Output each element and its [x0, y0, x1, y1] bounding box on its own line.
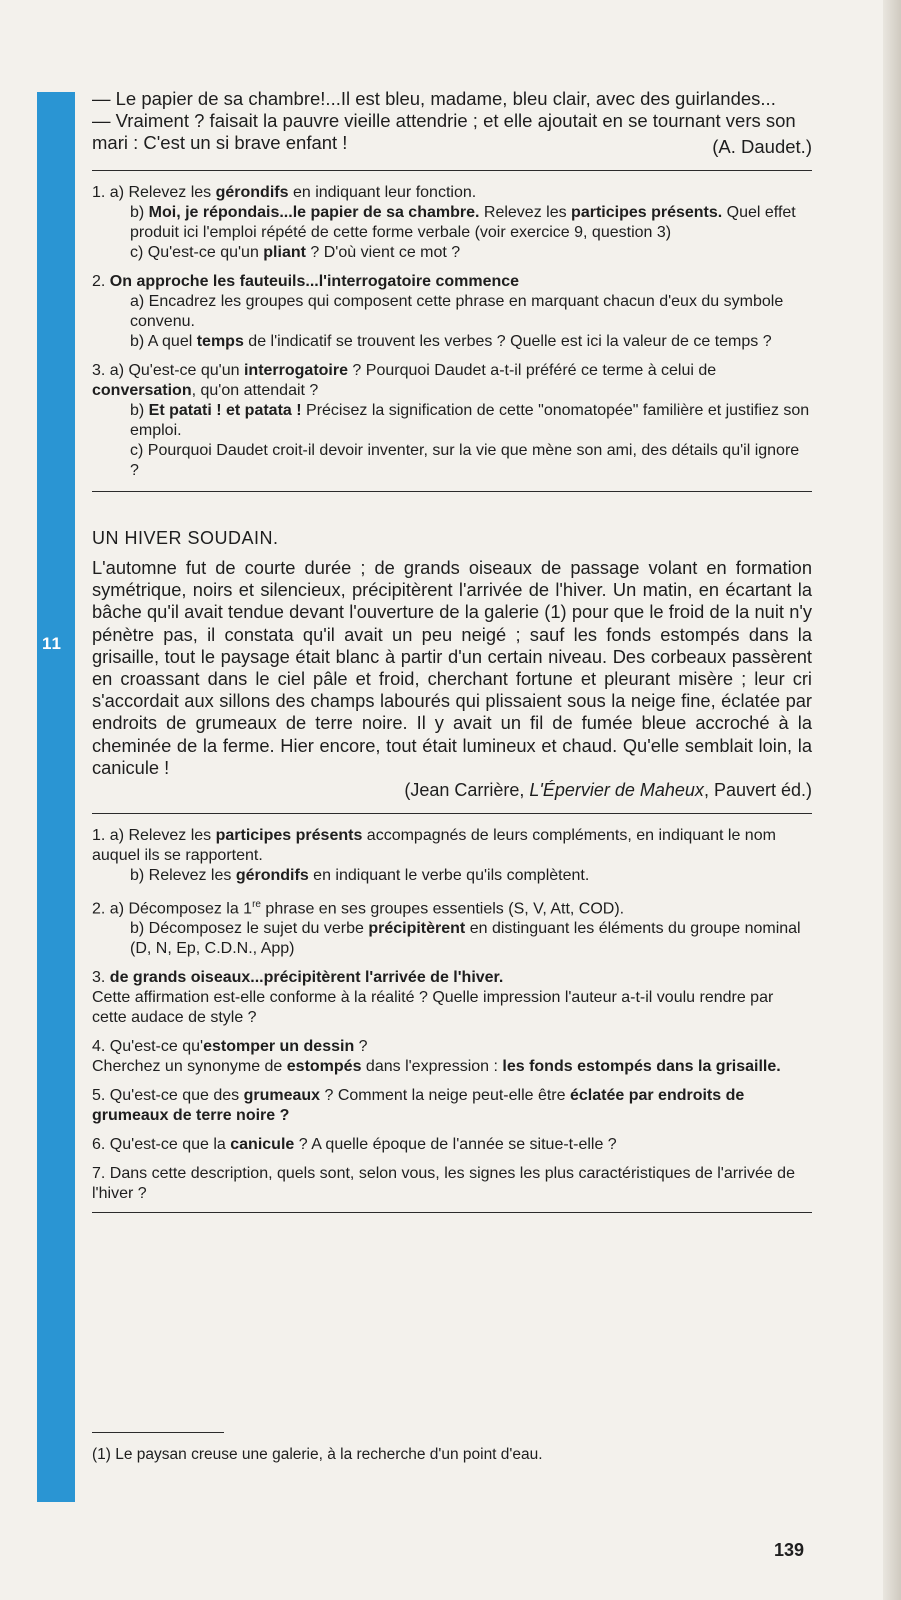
- questions-second: [92, 826, 812, 1204]
- question-11-4: [92, 1037, 812, 1077]
- question-3: [92, 361, 812, 481]
- exercise-sidebar-bar: [37, 92, 75, 1502]
- question-11-3-head: 3. de grands oiseaux...précipitèrent l'arrivée de l'hiver.: [92, 969, 504, 987]
- question-11-6: 6. Qu'est-ce que la canicule ? A quelle époque de l'année se situe-t-elle ?: [92, 1136, 617, 1154]
- question-3a: 3. a) Qu'est-ce qu'un interrogatoire ? Pourquoi Daudet a-t-il préféré ce terme à celui de conversation, qu'on attendait ?: [92, 362, 717, 399]
- page-content: [92, 88, 812, 1213]
- question-11-1: [92, 826, 812, 886]
- section-divider-4: [92, 1212, 812, 1213]
- footnote-rule: [92, 1432, 224, 1433]
- quote-attribution: (A. Daudet.): [712, 136, 812, 157]
- question-3c: c) Pourquoi Daudet croit-il devoir inventer, sur la vie que mène son ami, des détails qu'il ignore ?: [130, 442, 800, 479]
- question-11-4-text: Cherchez un synonyme de estompés dans l'expression : les fonds estompés dans la grisaille.: [92, 1058, 781, 1076]
- question-1: [92, 183, 812, 263]
- question-11-2b: b) Décomposez le sujet du verbe précipitèrent en distinguant les éléments du groupe nominal (D, N, Ep, C.D.N., App): [130, 920, 801, 958]
- exercise-passage: L'automne fut de courte durée ; de grands oiseaux de passage volant en formation symétrique, noirs et silencieux, précipitèrent l'arrivée de l'hiver. Un matin, en écartant la bâche qu'il avait tendue devant l'ouverture de la galerie (1) pour que le froid de la nuit n'y pénètre pas, il constata qu'il avait un peu neigé ; sauf les fonds estompés dans la grisaille, tout le paysage était blanc à partir d'un certain niveau. Des corbeaux passèrent en croassant dans le ciel pâle et froid, cherchant fortune et pleurant misère ; leur cri s'accordait aux sillons des champs labourés qui plissaient sous la neige fine, éclatée par endroits de grumeaux de terre noire. Il y avait un fil de fumée bleue accroché à la cheminée de la ferme. Hier encore, tout était lumineux et chaud. Qu'elle semblait loin, la canicule !: [92, 557, 812, 778]
- question-11-3: [92, 968, 812, 1028]
- question-11-7: 7. Dans cette description, quels sont, selon vous, les signes les plus caractéristiques de l'arrivée de l'hiver ?: [92, 1165, 795, 1203]
- question-11-2a: 2. a) Décomposez la 1re phrase en ses groupes essentiels (S, V, Att, COD).: [92, 899, 625, 918]
- question-11-3-text: Cette affirmation est-elle conforme à la réalité ? Quelle impression l'auteur a-t-il voulu rendre par cette audace de style ?: [92, 989, 774, 1027]
- question-1b: b) Moi, je répondais...le papier de sa chambre. Relevez les participes présents. Quel effet produit ici l'emploi répété de cette forme verbale (voir exercice 9, question 3): [130, 204, 796, 241]
- question-11-2: [92, 895, 812, 959]
- question-2-head: 2. On approche les fauteuils...l'interrogatoire commence: [92, 273, 520, 290]
- question-2b: b) A quel temps de l'indicatif se trouvent les verbes ? Quelle est ici la valeur de ce temps ?: [130, 333, 772, 350]
- question-11-1b: b) Relevez les gérondifs en indiquant le verbe qu'ils complètent.: [130, 867, 590, 885]
- question-11-5: 5. Qu'est-ce que des grumeaux ? Comment la neige peut-elle être éclatée par endroits de grumeaux de terre noire ?: [92, 1087, 745, 1125]
- quote-line-2: — Vraiment ? faisait la pauvre vieille attendrie ; et elle ajoutait en se tournant vers son mari : C'est un si brave enfant ! (A. Daudet.): [92, 110, 812, 157]
- questions-first: [92, 183, 812, 481]
- footnote: (1) Le paysan creuse une galerie, à la recherche d'un point d'eau.: [92, 1446, 543, 1463]
- question-11-1a: 1. a) Relevez les participes présents accompagnés de leurs compléments, en indiquant le nom auquel ils se rapportent.: [92, 827, 776, 865]
- question-3b: b) Et patati ! et patata ! Précisez la signification de cette "onomatopée" familière et justifiez son emploi.: [130, 402, 810, 439]
- page-edge-shadow: [883, 0, 901, 1600]
- page-number: 139: [774, 1540, 805, 1560]
- exercise-number: 11: [42, 634, 62, 653]
- top-quote: [92, 88, 812, 158]
- exercise-title: UN HIVER SOUDAIN.: [92, 528, 279, 548]
- question-1c: c) Qu'est-ce qu'un pliant ? D'où vient ce mot ?: [130, 244, 461, 261]
- question-1a: 1. a) Relevez les gérondifs en indiquant leur fonction.: [92, 184, 477, 201]
- question-2: [92, 272, 812, 352]
- passage-source: (Jean Carrière, L'Épervier de Maheux, Pauvert éd.): [404, 780, 812, 801]
- question-11-4-head: 4. Qu'est-ce qu'estomper un dessin ?: [92, 1038, 368, 1056]
- quote-line-1: — Le papier de sa chambre!...Il est bleu, madame, bleu clair, avec des guirlandes...: [92, 88, 776, 109]
- question-2a: a) Encadrez les groupes qui composent cette phrase en marquant chacun d'eux du symbole convenu.: [130, 293, 784, 330]
